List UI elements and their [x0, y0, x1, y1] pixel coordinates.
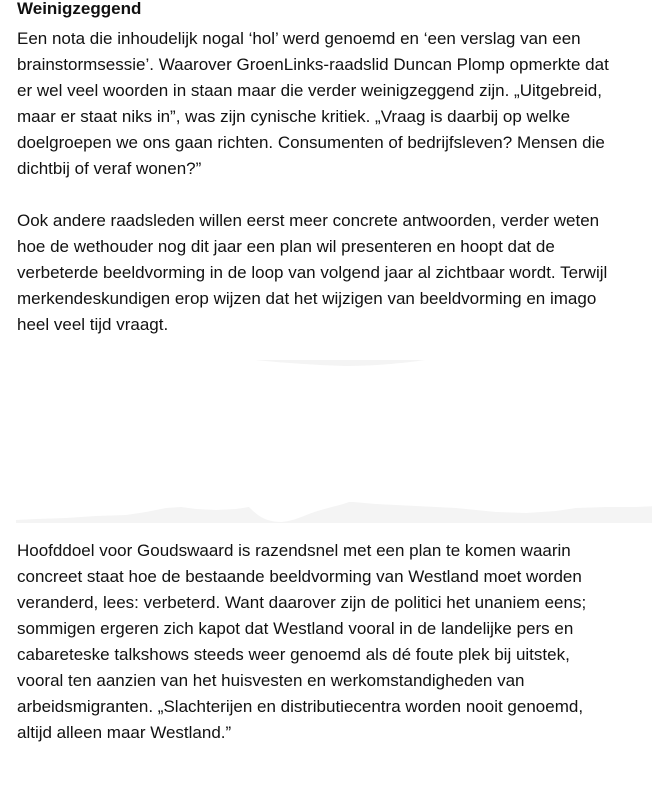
paragraph: Een nota die inhoudelijk nogal ‘hol’ werd genoemd en ‘een verslag van een brainstormsessie’. Waarover GroenLinks-raadslid Duncan Plomp opmerkte dat er wel veel woorden in staan maar die verder weinigzeggend zijn. „Uitgebreid, maar er staat niks in”, was zijn cynische kritiek. „Vraag is daarbij op welke doelgroepen we ons gaan richten. Consumenten of bedrijfsleven? Mensen die dichtbij of veraf wonen?”: [17, 29, 609, 178]
paragraph: Ook andere raadsleden willen eerst meer concrete antwoorden, verder weten hoe de wethouder nog dit jaar een plan wil presenteren en hoopt dat de verbeterde beeldvorming in de loop van volgend jaar al zichtbaar wordt. Terwijl merkendeskundigen erop wijzen dat het wijzigen van beeldvorming en imago heel veel tijd vraagt.: [17, 211, 608, 334]
section-heading: Weinigzeggend: [17, 0, 142, 18]
image-placeholder-top-edge: [255, 360, 425, 368]
paragraph: Hoofddoel voor Goudswaard is razendsnel met een plan te komen waarin concreet staat hoe de bestaande beeldvorming van Westland moet worden veranderd, lees: verbeterd. Want daarover zijn de politici het unaniem eens; sommigen ergeren zich kapot dat Westland vooral in de landelijke pers en cabareteske talkshows steeds weer genoemd als dé foute plek bij uitstek, vooral ten aanzien van het huisvesten en werkomstandigheden van arbeidsmigranten. „Slachterijen en distributiecentra worden nooit genoemd, altijd alleen maar Westland.”: [17, 541, 587, 742]
landscape-silhouette-decoration: [16, 498, 652, 523]
article-body: [17, 0, 657, 742]
skyline-shape: [16, 502, 652, 523]
faint-shape: [255, 360, 425, 366]
